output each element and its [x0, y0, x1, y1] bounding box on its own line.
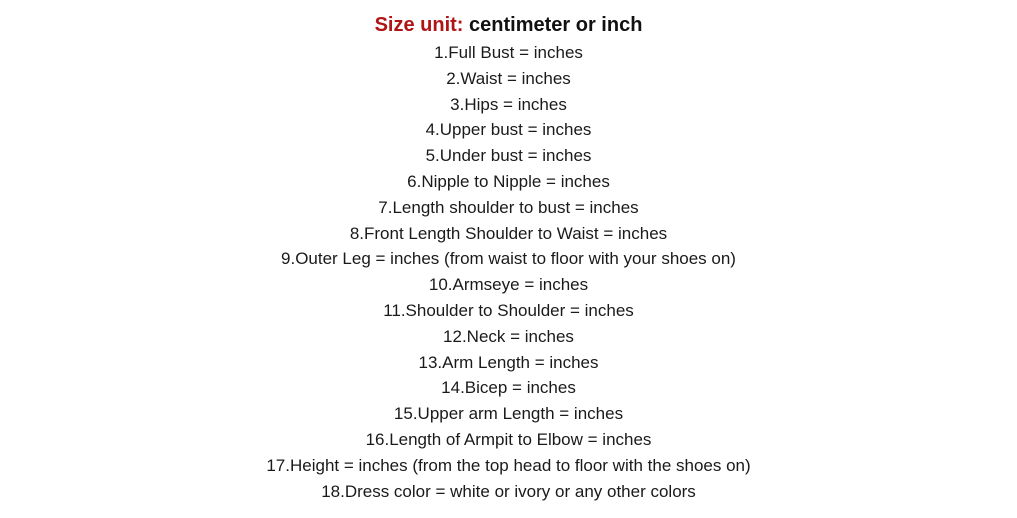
measurement-line-12: 12.Neck = inches: [443, 326, 574, 346]
measurement-line-16: 16.Length of Armpit to Elbow = inches: [365, 429, 652, 449]
measurement-line-18: 18.Dress color = white or ivory or any other colors: [321, 481, 696, 501]
measurement-line-2: 2.Waist = inches: [446, 68, 571, 88]
page-title-rest: centimeter or inch: [463, 14, 643, 36]
measurement-line-10: 10.Armseye = inches: [428, 275, 589, 295]
measurement-line-8: 8.Front Length Shoulder to Waist = inches: [349, 223, 668, 243]
page-title-accent: Size unit:: [374, 14, 464, 36]
measurement-line-4: 4.Upper bust = inches: [425, 120, 592, 140]
measurement-line-6: 6.Nipple to Nipple = inches: [407, 171, 610, 191]
measurement-line-9: 9.Outer Leg = inches (from waist to floor with your shoes on): [281, 249, 736, 269]
measurement-line-14: 14.Bicep = inches: [441, 378, 576, 398]
measurement-line-15: 15.Upper arm Length = inches: [393, 404, 624, 424]
measurement-line-5: 5.Under bust = inches: [425, 146, 592, 166]
measurement-line-1: 1.Full Bust = inches: [434, 43, 583, 62]
page-title: [375, 12, 643, 38]
measurement-line-3: 3.Hips = inches: [450, 94, 567, 114]
measurement-line-17: 17.Height = inches (from the top head to floor with the shoes on): [266, 455, 751, 475]
measurement-line-13: 13.Arm Length = inches: [418, 352, 599, 372]
measurement-line-11: 11.Shoulder to Shoulder = inches: [383, 300, 634, 320]
measurement-line-7: 7.Length shoulder to bust = inches: [378, 197, 639, 217]
